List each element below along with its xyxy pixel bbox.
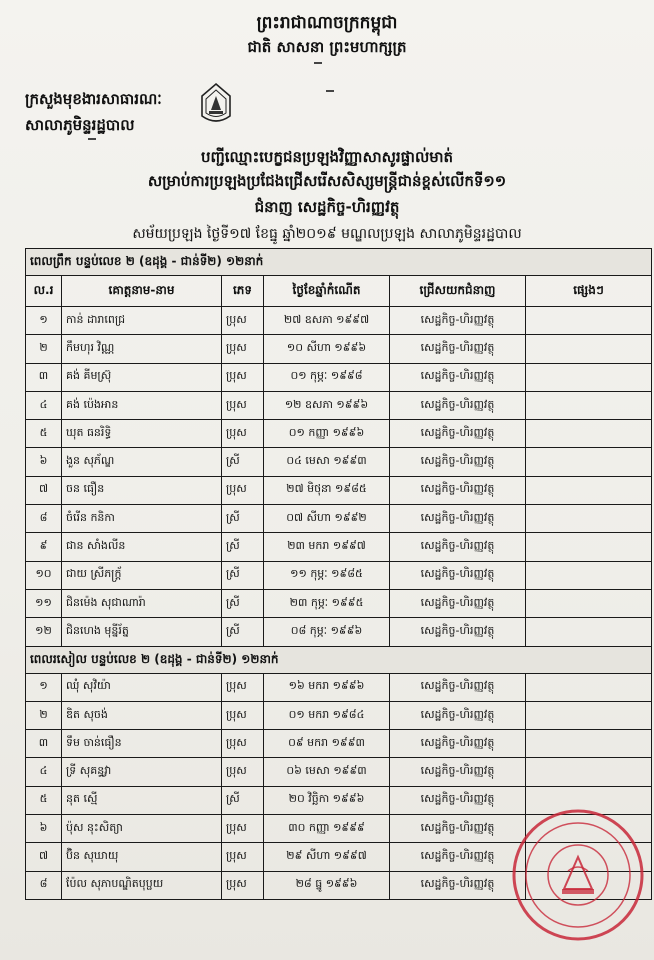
candidate-name: ជាយ ស្រីភក្រ្ត័ <box>62 561 222 589</box>
candidate-dob: ១២ ឧសភា ១៩៩៦ <box>264 391 390 419</box>
session-row <box>26 646 652 673</box>
candidate-name: ប៊ិន សុឃាយុ <box>62 843 222 871</box>
candidate-remarks <box>526 758 652 786</box>
candidate-specialty: សេដ្ឋកិច្ច-ហិរញ្ញវត្ថុ <box>390 363 526 391</box>
row-number: ៥ <box>26 786 62 814</box>
row-number: ១២ <box>26 618 62 646</box>
candidate-dob: ០១ កុម្ភៈ ១៩៩៨ <box>264 363 390 391</box>
row-number: ៩ <box>26 533 62 561</box>
candidate-sex: ស្រី <box>222 505 264 533</box>
candidate-sex: ប្រុស <box>222 758 264 786</box>
candidate-sex: ប្រុស <box>222 391 264 419</box>
candidate-dob: ២៨ ធ្នូ ១៩៩៦ <box>264 871 390 899</box>
exam-title: សម្រាប់ការប្រឡងប្រជែងជ្រើសរើសសិស្សមន្ត្រីជាន់ខ្ពស់លើកទី១១ <box>147 172 507 190</box>
candidate-dob: ១១ កុម្ភៈ ១៩៨៥ <box>264 561 390 589</box>
candidate-specialty: សេដ្ឋកិច្ច-ហិរញ្ញវត្ថុ <box>390 701 526 729</box>
candidate-name: កាន់ ដារាពេជ្រ <box>62 307 222 335</box>
row-number: ៨ <box>26 871 62 899</box>
exam-info: សម័យប្រឡង ថ្ងៃទី១៧ ខែធ្នូ ឆ្នាំ២០១៩ មណ្ឌលប្រឡង សាលាភូមិន្ទរដ្ឋបាល <box>132 226 522 242</box>
candidate-remarks <box>526 673 652 701</box>
candidate-name: ប៉ុស នុះសិត្យា <box>62 815 222 843</box>
table-row <box>26 335 652 363</box>
emblem-icon <box>198 82 234 126</box>
table-row <box>26 618 652 646</box>
row-number: ៦ <box>26 815 62 843</box>
candidate-dob: ០៨ កុម្ភៈ ១៩៩៦ <box>264 618 390 646</box>
candidate-dob: ១០ សីហា ១៩៩៦ <box>264 335 390 363</box>
row-number: ៧ <box>26 476 62 504</box>
row-number: ៨ <box>26 505 62 533</box>
afternoon-session-label: ពេលរសៀល បន្ទប់លេខ ២ (ឧដុង្គ - ជាន់ទី២) ១២នាក់ <box>26 646 652 673</box>
candidate-specialty: សេដ្ឋកិច្ច-ហិរញ្ញវត្ថុ <box>390 758 526 786</box>
candidate-dob: ២០ វិច្ឆិកា ១៩៩៦ <box>264 786 390 814</box>
candidate-sex: ស្រី <box>222 618 264 646</box>
candidate-name: គង់ គីមស្រ៊ុ <box>62 363 222 391</box>
candidate-dob: ២៧ មិថុនា ១៩៨៥ <box>264 476 390 504</box>
candidate-specialty: សេដ្ឋកិច្ច-ហិរញ្ញវត្ថុ <box>390 843 526 871</box>
candidate-sex: ប្រុស <box>222 420 264 448</box>
candidate-specialty: សេដ្ឋកិច្ច-ហិរញ្ញវត្ថុ <box>390 871 526 899</box>
column-header: ល.រ <box>26 276 62 307</box>
candidate-name: ចន ធឿន <box>62 476 222 504</box>
candidate-sex: ប្រុស <box>222 815 264 843</box>
candidate-dob: ០៤ មេសា ១៩៩៣ <box>264 448 390 476</box>
column-header: ភេទ <box>222 276 264 307</box>
candidate-sex: ស្រី <box>222 533 264 561</box>
table-row <box>26 391 652 419</box>
candidate-name: ប៉ែល សុភាបណ្ឌិតបុប្ផយ <box>62 871 222 899</box>
candidate-name: ឃុត ធនរិទ្ធិ <box>62 420 222 448</box>
candidate-sex: ប្រុស <box>222 363 264 391</box>
candidate-remarks <box>526 505 652 533</box>
morning-session-label: ពេលព្រឹក បន្ទប់លេខ ២ (ឧដុង្គ - ជាន់ទី២) ១២នាក់ <box>26 249 652 276</box>
candidate-remarks <box>526 533 652 561</box>
candidate-sex: ប្រុស <box>222 335 264 363</box>
candidate-remarks <box>526 448 652 476</box>
table-row <box>26 701 652 729</box>
candidate-name: ងួន សុភ័ណ្ឌ <box>62 448 222 476</box>
candidate-specialty: សេដ្ឋកិច្ច-ហិរញ្ញវត្ថុ <box>390 561 526 589</box>
ornament-dot <box>314 62 322 64</box>
candidate-dob: ០៦ មេសា ១៩៩៣ <box>264 758 390 786</box>
candidate-remarks <box>526 391 652 419</box>
candidate-dob: ០៩ មករា ១៩៩៣ <box>264 730 390 758</box>
candidate-name: គង់ ប៉េងអាន <box>62 391 222 419</box>
motto-heading: ជាតិ សាសនា ព្រះមហាក្សត្រ <box>247 38 407 56</box>
candidate-specialty: សេដ្ឋកិច្ច-ហិរញ្ញវត្ថុ <box>390 307 526 335</box>
candidate-name: ទ្រី សុគន្ធវ្វា <box>62 758 222 786</box>
candidate-dob: ២៧ ឧសភា ១៩៩៧ <box>264 307 390 335</box>
candidate-dob: ២៣ មករា ១៩៩៧ <box>264 533 390 561</box>
candidate-sex: ប្រុស <box>222 871 264 899</box>
table-row <box>26 673 652 701</box>
candidate-sex: ស្រី <box>222 561 264 589</box>
candidate-remarks <box>526 618 652 646</box>
column-header: ជ្រើសយកជំនាញ <box>390 276 526 307</box>
row-number: ១ <box>26 307 62 335</box>
candidate-specialty: សេដ្ឋកិច្ច-ហិរញ្ញវត្ថុ <box>390 589 526 617</box>
candidate-remarks <box>526 589 652 617</box>
candidate-table <box>25 248 652 900</box>
row-number: ៦ <box>26 448 62 476</box>
row-number: ២ <box>26 335 62 363</box>
ministry-name: ក្រសួងមុខងារសាធារណៈ <box>25 90 162 108</box>
table-row <box>26 448 652 476</box>
table-row <box>26 505 652 533</box>
row-number: ១ <box>26 673 62 701</box>
candidate-specialty: សេដ្ឋកិច្ច-ហិរញ្ញវត្ថុ <box>390 335 526 363</box>
candidate-sex: ប្រុស <box>222 307 264 335</box>
official-seal-icon <box>508 805 648 945</box>
list-title: បញ្ជីឈ្មោះបេក្ខជនប្រឡងវិញ្ញាសាសូរផ្ទាល់មាត់ <box>200 148 454 166</box>
table-row <box>26 533 652 561</box>
column-header: ផ្សេងៗ <box>526 276 652 307</box>
candidate-remarks <box>526 701 652 729</box>
school-name: សាលាភូមិន្ទរដ្ឋបាល <box>25 116 135 134</box>
candidate-name: ជិនហេង មុន្នីរ័ត្ន <box>62 618 222 646</box>
candidate-remarks <box>526 730 652 758</box>
table-row <box>26 758 652 786</box>
table-row <box>26 307 652 335</box>
candidate-sex: ប្រុស <box>222 673 264 701</box>
candidate-sex: ស្រី <box>222 448 264 476</box>
candidate-remarks <box>526 420 652 448</box>
row-number: ១០ <box>26 561 62 589</box>
header-row <box>26 276 652 307</box>
candidate-sex: ប្រុស <box>222 730 264 758</box>
candidate-specialty: សេដ្ឋកិច្ច-ហិរញ្ញវត្ថុ <box>390 420 526 448</box>
candidate-specialty: សេដ្ឋកិច្ច-ហិរញ្ញវត្ថុ <box>390 673 526 701</box>
candidate-dob: ០១ កញ្ញា ១៩៩៦ <box>264 420 390 448</box>
specialty-title: ជំនាញ សេដ្ឋកិច្ច-ហិរញ្ញវត្ថុ <box>254 198 400 216</box>
row-number: ៣ <box>26 730 62 758</box>
candidate-remarks <box>526 363 652 391</box>
candidate-specialty: សេដ្ឋកិច្ច-ហិរញ្ញវត្ថុ <box>390 815 526 843</box>
row-number: ៧ <box>26 843 62 871</box>
candidate-remarks <box>526 476 652 504</box>
table-row <box>26 420 652 448</box>
candidate-name: ឌិត សុចង់ <box>62 701 222 729</box>
candidate-specialty: សេដ្ឋកិច្ច-ហិរញ្ញវត្ថុ <box>390 618 526 646</box>
candidate-specialty: សេដ្ឋកិច្ច-ហិរញ្ញវត្ថុ <box>390 533 526 561</box>
session-row <box>26 249 652 276</box>
candidate-specialty: សេដ្ឋកិច្ច-ហិរញ្ញវត្ថុ <box>390 391 526 419</box>
table-row <box>26 363 652 391</box>
candidate-sex: ប្រុស <box>222 843 264 871</box>
candidate-sex: ស្រី <box>222 786 264 814</box>
candidate-name: ឈុំ សុវិយ៉ា <box>62 673 222 701</box>
candidate-sex: ស្រី <box>222 589 264 617</box>
row-number: ៥ <box>26 420 62 448</box>
row-number: ៤ <box>26 758 62 786</box>
candidate-dob: ២៣ កុម្ភៈ ១៩៩៥ <box>264 589 390 617</box>
candidate-name: កឹមហុរ វិណ្ណ <box>62 335 222 363</box>
candidate-specialty: សេដ្ឋកិច្ច-ហិរញ្ញវត្ថុ <box>390 476 526 504</box>
candidate-remarks <box>526 335 652 363</box>
table-row <box>26 561 652 589</box>
candidate-dob: ០៧ សីហា ១៩៩២ <box>264 505 390 533</box>
ornament-dot <box>326 90 334 92</box>
kingdom-heading: ព្រះរាជាណាចក្រកម្ពុជា <box>256 13 398 33</box>
candidate-specialty: សេដ្ឋកិច្ច-ហិរញ្ញវត្ថុ <box>390 786 526 814</box>
ornament-dot <box>88 138 96 140</box>
row-number: ១១ <box>26 589 62 617</box>
candidate-name: នុត ស្មើ <box>62 786 222 814</box>
candidate-remarks <box>526 561 652 589</box>
candidate-name: ជិនម៉េង សុជាណារ៉ា <box>62 589 222 617</box>
candidate-name: ចំរើន កនិកា <box>62 505 222 533</box>
column-header: ថ្ងៃខែឆ្នាំកំណើត <box>264 276 390 307</box>
table-row <box>26 730 652 758</box>
column-header: គោត្តនាម-នាម <box>62 276 222 307</box>
candidate-dob: ១៦ មករា ១៩៩៦ <box>264 673 390 701</box>
candidate-dob: ០១ មករា ១៩៨៤ <box>264 701 390 729</box>
candidate-specialty: សេដ្ឋកិច្ច-ហិរញ្ញវត្ថុ <box>390 505 526 533</box>
candidate-name: ជាន សាំងលីន <box>62 533 222 561</box>
candidate-specialty: សេដ្ឋកិច្ច-ហិរញ្ញវត្ថុ <box>390 448 526 476</box>
candidate-sex: ប្រុស <box>222 476 264 504</box>
candidate-name: ទឹម ចាន់ធឿន <box>62 730 222 758</box>
table-row <box>26 476 652 504</box>
row-number: ២ <box>26 701 62 729</box>
row-number: ៣ <box>26 363 62 391</box>
candidate-dob: ២៩ សីហា ១៩៩៧ <box>264 843 390 871</box>
candidate-remarks <box>526 307 652 335</box>
candidate-dob: ៣០ កញ្ញា ១៩៩៩ <box>264 815 390 843</box>
candidate-specialty: សេដ្ឋកិច្ច-ហិរញ្ញវត្ថុ <box>390 730 526 758</box>
candidate-sex: ប្រុស <box>222 701 264 729</box>
row-number: ៤ <box>26 391 62 419</box>
table-row <box>26 589 652 617</box>
